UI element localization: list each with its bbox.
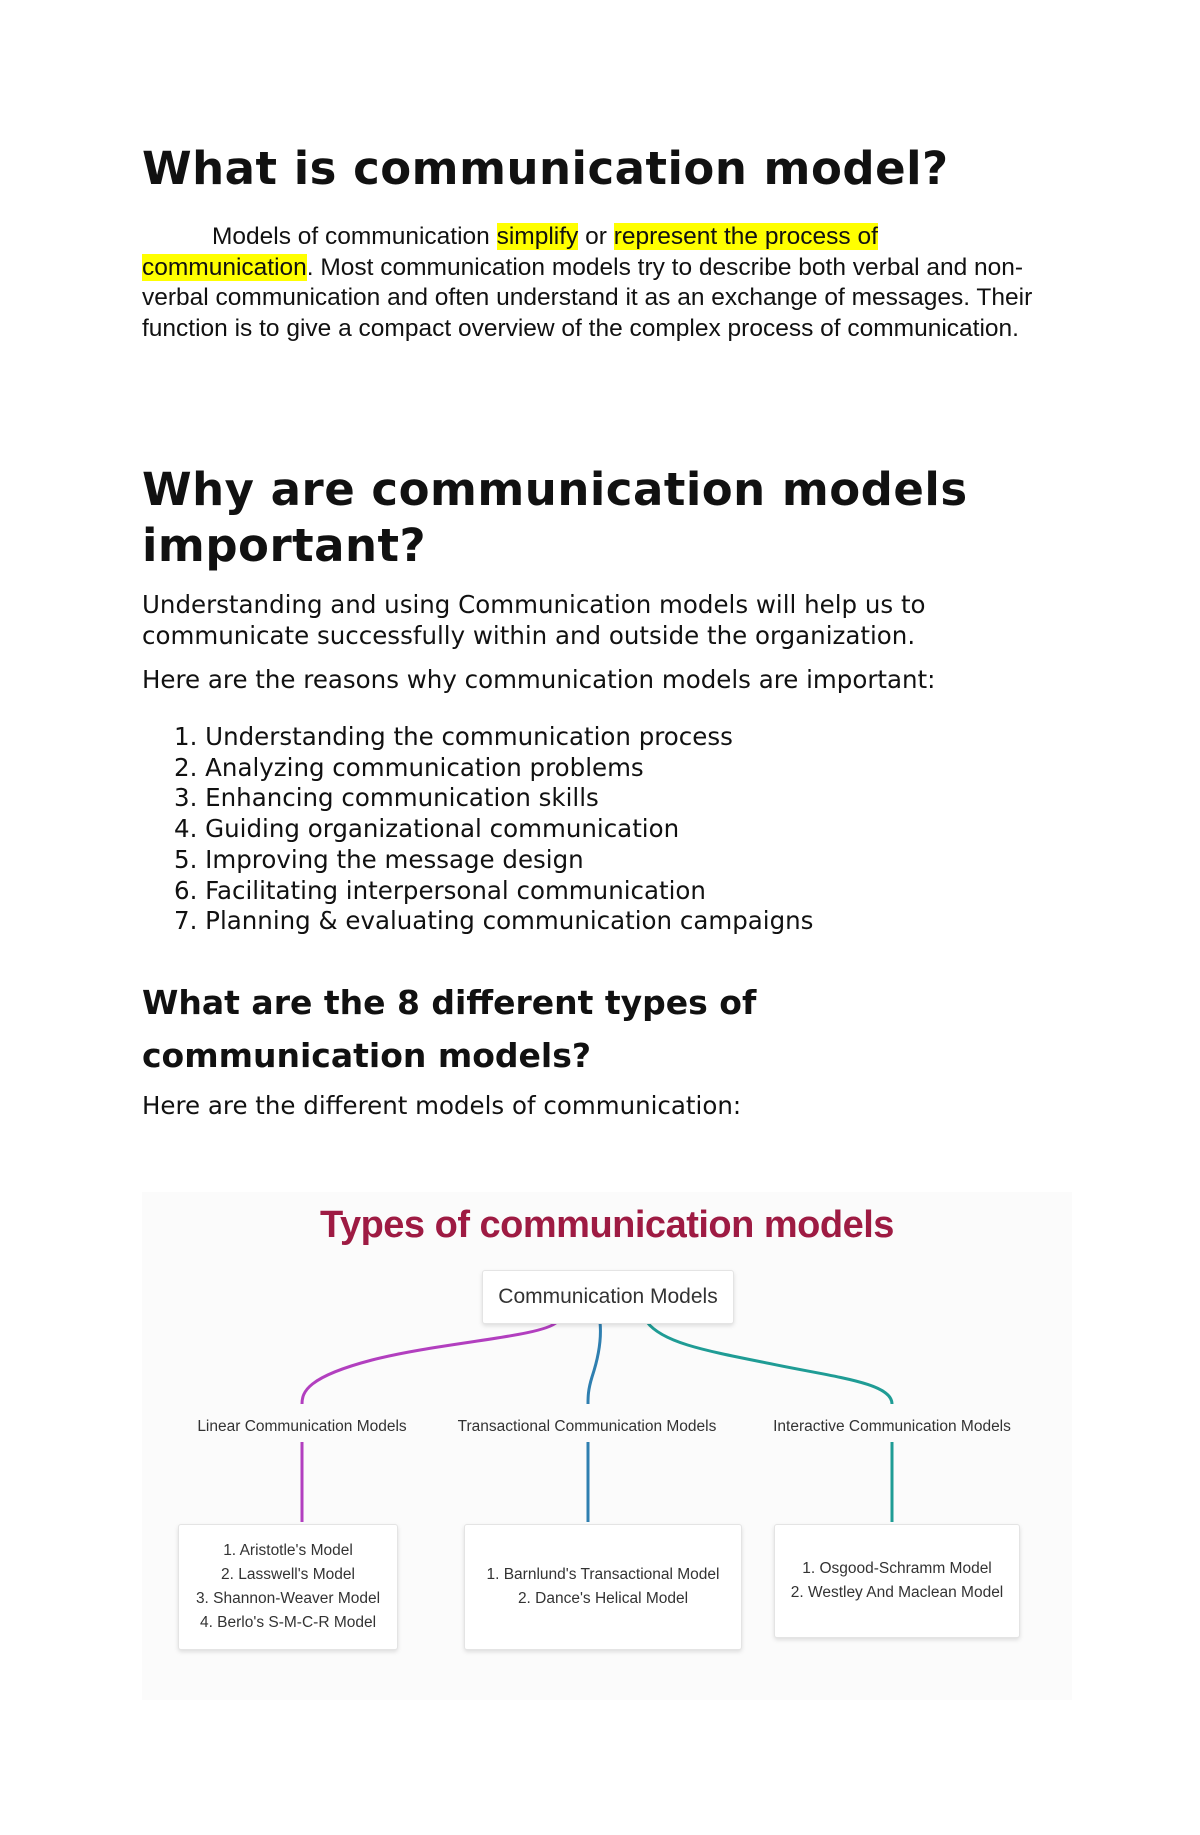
diagram-title: Types of communication models [320, 1204, 894, 1246]
model-item: 2. Westley And Maclean Model [790, 1584, 1004, 1601]
model-item: 2. Lasswell's Model [221, 1566, 355, 1583]
model-item: 1. Osgood-Schramm Model [802, 1560, 992, 1577]
linear-models-label: Linear Communication Models [197, 1418, 407, 1435]
model-item: 1. Aristotle's Model [223, 1542, 353, 1559]
heading-why-important: Why are communication models important? [142, 463, 968, 572]
definition-text-1: Models of communication [212, 223, 497, 250]
interactive-models-box [774, 1524, 1020, 1638]
highlight-represent-process: represent the process of communication [142, 223, 878, 281]
model-item: 4. Berlo's S-M-C-R Model [199, 1614, 377, 1631]
definition-text-2: or [578, 223, 614, 250]
reason-item: 2. Analyzing communication problems [174, 752, 644, 782]
connector-interactive-top [647, 1322, 892, 1404]
reason-item: 5. Improving the message design [174, 844, 584, 874]
highlight-simplify: simplify [496, 223, 579, 250]
reason-item: 3. Enhancing communication skills [174, 783, 599, 813]
interactive-models-list [791, 1557, 1004, 1605]
linear-models-list [196, 1539, 380, 1635]
communication-models-diagram [142, 1192, 1072, 1700]
linear-models-box [178, 1524, 398, 1650]
root-node: Communication Models [482, 1270, 734, 1324]
transactional-models-list [486, 1563, 719, 1611]
reasons-intro: Here are the reasons why communication models are important: [142, 665, 936, 694]
connector-linear-top [302, 1322, 557, 1404]
transactional-models-box [464, 1524, 742, 1650]
reason-item: 4. Guiding organizational communication [174, 814, 680, 844]
heading-eight-types: What are the 8 different types of communication models? [142, 983, 757, 1075]
definition-text-3: . Most communication models try to describe both verbal and non-verbal communication and often understand it as an exchange of messages. Their function is to give a compact overview of the complex process of communication. [142, 253, 1033, 342]
reason-item: 7. Planning & evaluating communication campaigns [174, 906, 814, 936]
model-item: 2. Dance's Helical Model [517, 1590, 689, 1607]
reasons-list [174, 722, 813, 937]
model-item: 1. Barnlund's Transactional Model [486, 1566, 720, 1583]
reason-item: 6. Facilitating interpersonal communication [174, 875, 706, 905]
reason-item: 1. Understanding the communication process [174, 722, 733, 751]
transactional-models-label: Transactional Communication Models [457, 1418, 717, 1435]
definition-paragraph [142, 222, 1052, 344]
heading-what-is-communication-model: What is communication model? [142, 142, 949, 195]
importance-paragraph: Understanding and using Communication models will help us to communicate successfully within and outside the organization. [142, 590, 926, 650]
connector-transactional-top [588, 1322, 600, 1404]
model-item: 3. Shannon-Weaver Model [195, 1590, 381, 1607]
interactive-models-label: Interactive Communication Models [773, 1418, 1011, 1435]
models-intro: Here are the different models of communication: [142, 1091, 742, 1120]
